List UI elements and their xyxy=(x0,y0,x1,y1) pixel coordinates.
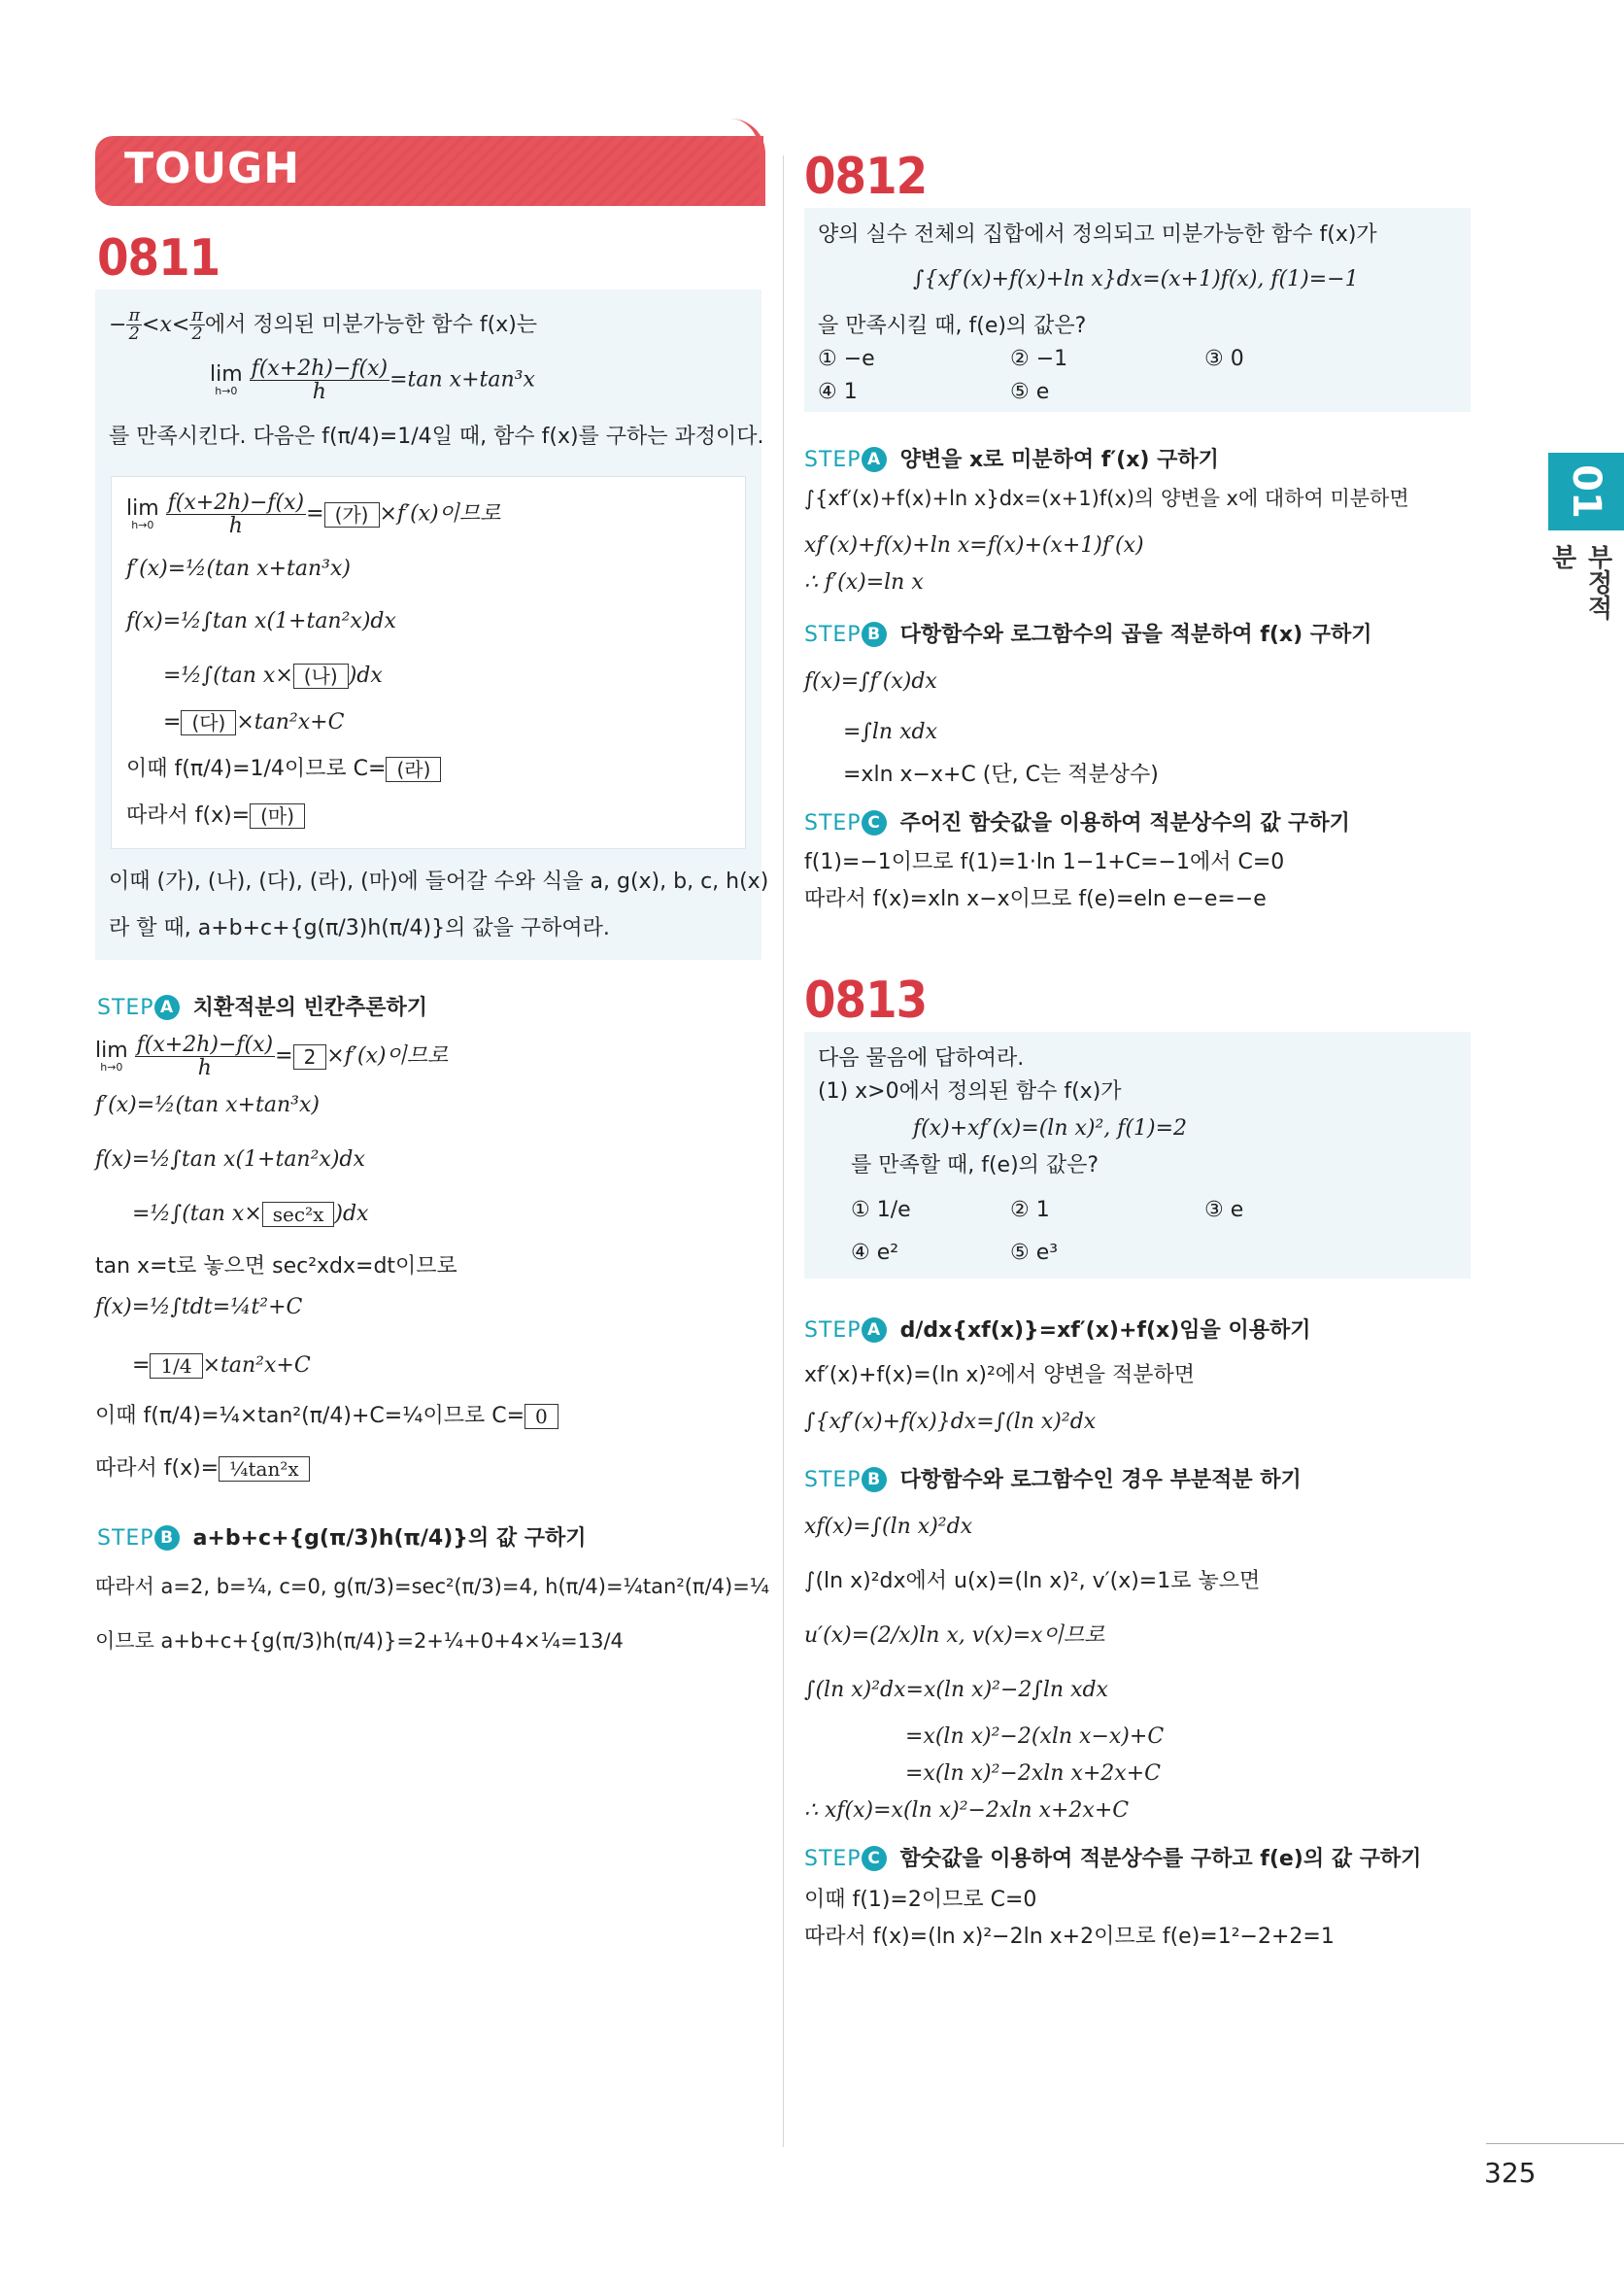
sol0813-b4: ∫(ln x)²dx=x(ln x)²−2∫ln xdx xyxy=(804,1678,1108,1702)
q0813-choice-1: ① 1/e xyxy=(851,1198,911,1222)
tough-banner: TOUGH xyxy=(95,136,763,206)
sol0813-c1: 이때 f(1)=2이므로 C=0 xyxy=(804,1888,1037,1912)
sol0811-a6: f(x)=½∫tdt=¼t²+C xyxy=(95,1295,303,1319)
q0812-choice-5: ⑤ e xyxy=(1010,380,1050,404)
sol0812-b3: =xln x−x+C (단, C는 적분상수) xyxy=(843,763,1159,787)
sol0811-a7: = 1/4 ×tan²x+C xyxy=(132,1353,311,1378)
sol0812-b1: f(x)=∫f′(x)dx xyxy=(804,669,937,694)
q0811-intro: − $\frac{\pi}{2}$ <x< $\frac{\pi}{2}$ 에서 정의된 미분가능한 함수 f(x)는 xyxy=(109,306,538,345)
sol0811-a3: f(x)=½∫tan x(1+tan²x)dx xyxy=(95,1147,365,1172)
sol0812-c2: 따라서 f(x)=xln x−x이므로 f(e)=eln e−e=−e xyxy=(804,887,1267,911)
q0813-3: 를 만족할 때, f(e)의 값은? xyxy=(851,1153,1100,1177)
step-a-0811: STEP A 치환적분의 빈칸추론하기 xyxy=(97,996,428,1020)
step-b-0812: STEP B 다항함수와 로그함수의 곱을 적분하여 f(x) 구하기 xyxy=(804,623,1372,647)
q0811-line3: 를 만족시킨다. 다음은 f(π/4)=1/4일 때, 함수 f(x)를 구하는 과정이다. xyxy=(109,425,764,449)
q0812-choice-1: ① −e xyxy=(818,347,875,371)
box-line-1: lim h→0 $\frac{f(x+2h)-f(x)}{h}$ = (가) ×f′(x)이므로 xyxy=(126,491,501,539)
q0812-1: 양의 실수 전체의 집합에서 정의되고 미분가능한 함수 f(x)가 xyxy=(818,222,1377,247)
box-line-5: = (다) ×tan²x+C xyxy=(163,710,345,734)
sol0812-b2: =∫ln xdx xyxy=(843,720,937,744)
box-line-2: f′(x)=½(tan x+tan³x) xyxy=(126,557,351,581)
sol0811-a5: tan x=t로 놓으면 sec²xdx=dt이므로 xyxy=(95,1254,457,1279)
q0812-3: 을 만족시킬 때, f(e)의 값은? xyxy=(818,314,1087,338)
q0813-choice-2: ② 1 xyxy=(1010,1198,1050,1222)
blank-ga: (가) xyxy=(324,502,380,528)
problem-number-0812: 0812 xyxy=(804,148,928,206)
sol0811-b2: 이므로 a+b+c+{g(π/3)h(π/4)}=2+¼+0+4×¼=13/4 xyxy=(95,1629,624,1653)
q0812-choice-3: ③ 0 xyxy=(1204,347,1244,371)
box-line-6: 이때 f(π/4)=1/4이므로 C= (라) xyxy=(126,756,441,783)
sol0813-b7: ∴ xf(x)=x(ln x)²−2xln x+2x+C xyxy=(804,1798,1130,1823)
box-line-3: f(x)=½∫tan x(1+tan²x)dx xyxy=(126,609,396,633)
step-b-0811: STEP B a+b+c+{g(π/3)h(π/4)}의 값 구하기 xyxy=(97,1526,587,1551)
blank-ra: (라) xyxy=(386,757,441,782)
column-divider xyxy=(783,155,784,2147)
step-a-0812: STEP A 양변을 x로 미분하여 f′(x) 구하기 xyxy=(804,448,1219,472)
sol0811-a4: =½∫(tan x× sec²x )dx xyxy=(132,1202,369,1226)
step-a-0813: STEP A d/dx{xf(x)}=xf′(x)+f(x)임을 이용하기 xyxy=(804,1318,1311,1343)
chapter-tab: 01 xyxy=(1548,453,1624,530)
problem-number-0813: 0813 xyxy=(804,972,928,1030)
sol0812-a1: ∫{xf′(x)+f(x)+ln x}dx=(x+1)f(x)의 양변을 x에 대하여 미분하면 xyxy=(804,487,1409,510)
step-c-0813: STEP C 함숫값을 이용하여 적분상수를 구하고 f(e)의 값 구하기 xyxy=(804,1847,1422,1871)
q0812-2: ∫{xf′(x)+f(x)+ln x}dx=(x+1)f(x), f(1)=−1 xyxy=(913,267,1359,291)
blank-da: (다) xyxy=(181,710,236,735)
q0813-1: (1) x>0에서 정의된 함수 f(x)가 xyxy=(818,1079,1122,1104)
q0811-limit: lim h→0 $\frac{f(x+2h)-f(x)}{h}$ =tan x+tan³x xyxy=(210,357,535,405)
chapter-label: 부정적분 xyxy=(1547,544,1612,620)
sol0811-a8: 이때 f(π/4)=¼×tan²(π/4)+C=¼이므로 C= 0 xyxy=(95,1403,558,1430)
sol0811-a9: 따라서 f(x)= ¼tan²x xyxy=(95,1455,310,1483)
right-column xyxy=(796,0,1476,2286)
sol0813-a1: xf′(x)+f(x)=(ln x)²에서 양변을 적분하면 xyxy=(804,1363,1196,1387)
sol0813-b5: =x(ln x)²−2(xln x−x)+C xyxy=(905,1724,1165,1749)
sol0813-b2: ∫(ln x)²dx에서 u(x)=(ln x)², v′(x)=1로 놓으면 xyxy=(804,1569,1261,1593)
page-number: 325 xyxy=(1484,2157,1537,2189)
step-c-0812: STEP C 주어진 함숫값을 이용하여 적분상수의 값 구하기 xyxy=(804,811,1350,836)
left-column xyxy=(95,0,770,2286)
blank-ma: (마) xyxy=(250,803,305,829)
q0813-choice-4: ④ e² xyxy=(851,1241,899,1265)
page-number-rule xyxy=(1486,2143,1624,2144)
problem-number-0811: 0811 xyxy=(97,229,220,288)
q0811-line5: 라 할 때, a+b+c+{g(π/3)h(π/4)}의 값을 구하여라. xyxy=(109,916,610,940)
sol0813-a2: ∫{xf′(x)+f(x)}dx=∫(ln x)²dx xyxy=(804,1410,1097,1434)
step-b-0813: STEP B 다항함수와 로그함수인 경우 부분적분 하기 xyxy=(804,1468,1302,1492)
sol0813-c2: 따라서 f(x)=(ln x)²−2ln x+2이므로 f(e)=1²−2+2=1 xyxy=(804,1925,1335,1949)
q0813-choice-5: ⑤ e³ xyxy=(1010,1241,1059,1265)
sol0811-a1: lim h→0 $\frac{f(x+2h)-f(x)}{h}$ = 2 ×f′(x)이므로 xyxy=(95,1033,449,1081)
sol0813-b6: =x(ln x)²−2xln x+2x+C xyxy=(905,1761,1161,1786)
sol0813-b1: xf(x)=∫(ln x)²dx xyxy=(804,1515,973,1539)
q0813-choice-3: ③ e xyxy=(1204,1198,1244,1222)
q0812-choice-4: ④ 1 xyxy=(818,380,858,404)
sol0812-a2: xf′(x)+f(x)+ln x=f(x)+(x+1)f′(x) xyxy=(804,533,1144,558)
q0813-0: 다음 물음에 답하여라. xyxy=(818,1046,1025,1071)
sol0811-b1: 따라서 a=2, b=¼, c=0, g(π/3)=sec²(π/3)=4, h(π/4)=¼tan²(π/4)=¼ xyxy=(95,1575,770,1598)
sol0812-a3: ∴ f′(x)=ln x xyxy=(804,570,924,595)
box-line-4: =½∫(tan x× (나) )dx xyxy=(163,664,383,688)
sol0811-a2: f′(x)=½(tan x+tan³x) xyxy=(95,1093,320,1117)
q0813-2: f(x)+xf′(x)=(ln x)², f(1)=2 xyxy=(913,1116,1188,1141)
sol0812-c1: f(1)=−1이므로 f(1)=1·ln 1−1+C=−1에서 C=0 xyxy=(804,850,1285,874)
sol0813-b3: u′(x)=(2/x)ln x, v(x)=x이므로 xyxy=(804,1623,1105,1648)
blank-na: (나) xyxy=(293,664,349,689)
q0812-choice-2: ② −1 xyxy=(1010,347,1068,371)
box-line-7: 따라서 f(x)= (마) xyxy=(126,802,305,830)
q0811-line4: 이때 (가), (나), (다), (라), (마)에 들어갈 수와 식을 a, g(x), b, c, h(x) xyxy=(109,870,769,894)
